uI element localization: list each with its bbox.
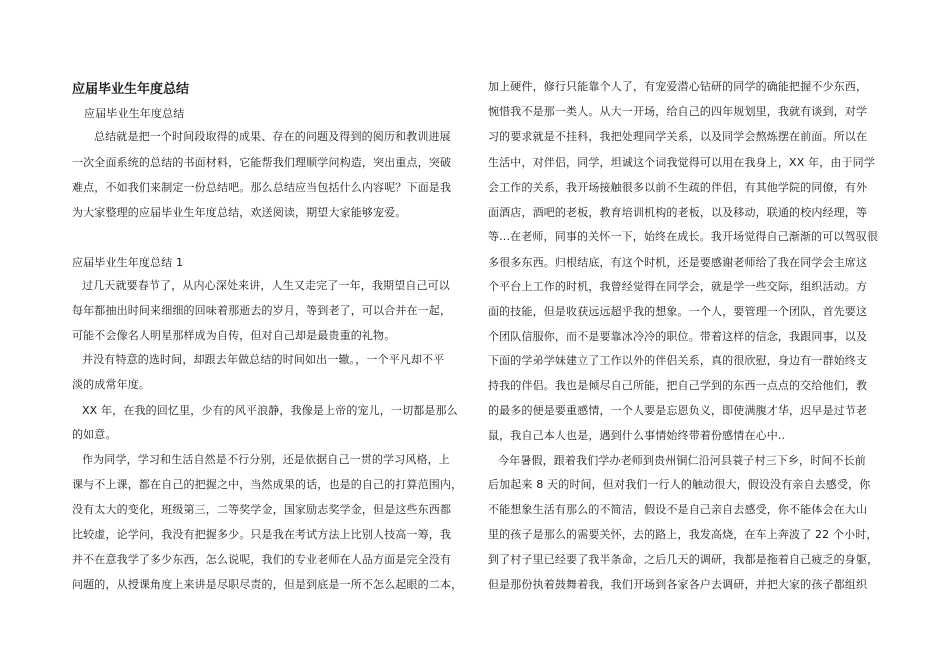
- text-line: 生活中，对伴侣，同学，坦诚这个词我觉得可以用在我身上，XX 年，由于同学: [488, 156, 875, 169]
- text-line: 鼠，我自己本人也是，遇到什么事情始终带着份感情在心中..: [488, 429, 786, 442]
- text-line: 到了村子里已经要了我半条命，之后几天的调研，我都是拖着自己疲乏的身躯，: [488, 553, 879, 566]
- text-line: 每年都抽出时间来细细的回味着那逝去的岁月，等到老了，可以合并在一起，: [72, 304, 452, 317]
- document-title: 应届毕业生年度总结: [72, 82, 190, 97]
- text-line: 为大家整理的应届毕业生年度总结，欢送阅读，期望大家能够宠爱。: [72, 206, 407, 219]
- text-line: 个平台上工作的时机，我曾经觉得在同学会，就是学一些交际，组织活动。方: [488, 280, 868, 293]
- text-line: 淡的成常年度。: [72, 378, 151, 391]
- text-line: 的最多的便是要重感情，一个人要是忘恩负义，即使满腹才华，迟早是过节老: [488, 404, 868, 417]
- text-line: 总结就是把一个时间段取得的成果、存在的问题及得到的阅历和教训进展: [94, 130, 451, 143]
- text-line: 并不在意我学了多少东西，怎么说呢，我们的专业老师在人品方面是完全没有: [72, 553, 452, 566]
- text-line: XX 年，在我的回忆里，少有的风平浪静，我像是上帝的宠儿，一切都是那么: [82, 404, 458, 417]
- text-line: 过几天就要春节了，从内心深处来讲，人生又走完了一年，我期望自己可以: [82, 279, 450, 292]
- text-line: 一次全面系统的总结的书面材料，它能帮我们理顺学问构造，突出重点，突破: [72, 156, 452, 169]
- text-line: 面酒店，酒吧的老板，教育培训机构的老板，以及移动，联通的校内经理，等: [488, 206, 868, 219]
- text-line: 多很多东西。归根结底，有这个时机，还是要感谢老师给了我在同学会主席这: [488, 256, 868, 269]
- text-line: 面的技能，但是收获远远超乎我的想象。一个人，要管理一个团队，首先要这: [488, 305, 868, 318]
- text-line: 但是那份执着鼓舞着我，我们开场到各家各户去调研，并把大家的孩子都组织: [488, 578, 868, 591]
- text-line: 后加起来 8 天的时间，但对我们一行人的触动很大，假设没有亲自去感受，你: [488, 478, 871, 491]
- text-line: 作为同学，学习和生活自然是不行分别，还是依据自己一贯的学习风格，上: [82, 453, 450, 466]
- text-line: 加上硬件，修行只能靠个人了，有宠爱潜心钻研的同学的确能把握不少东西，: [488, 80, 868, 93]
- text-line: 不能想象生活有那么的不简洁，假设不是自己亲自去感受，你不能体会在大山: [488, 503, 868, 516]
- text-line: 今年暑假，跟着我们学办老师到贵州铜仁沿河县蓑子村三下乡，时间不长前: [498, 454, 866, 467]
- text-line: 问题的，从授课角度上来讲是尽职尽责的，但是到底是一所不怎么起眼的二本，: [72, 578, 463, 591]
- text-line: 里的孩子是那么的需要关怀，去的路上，我发高烧，在车上奔波了 22 个小时，: [488, 528, 878, 541]
- text-line: 课与不上课，都在自己的把握之中，当然成果的话，也是的自己的打算范围内，: [72, 478, 463, 491]
- text-line: 习的要求就是不挂科，我把处理同学关系，以及同学会熬炼摆在前面。所以在: [488, 130, 868, 143]
- text-line: 等...在老师，同事的关怀一下，始终在成长。我开场觉得自己渐渐的可以驾驭很: [488, 230, 879, 243]
- text-line: 可能不会像名人明星那样成为自传，但对自己却是最贵重的礼物。: [72, 329, 396, 342]
- text-line: 持我的伴侣。我也是倾尽自己所能，把自己学到的东西一点点的交给他们，教: [488, 379, 868, 392]
- text-line: 下面的学弟学妹建立了工作以外的伴侣关系，真的很欣慰，身边有一群始终支: [488, 354, 868, 367]
- text-line: 会工作的关系，我开场接触很多以前不生疏的伴侣，有其他学院的同僚，有外: [488, 181, 868, 194]
- subtitle-line: 应届毕业生年度总结: [84, 107, 185, 120]
- text-line: 的如意。: [72, 428, 117, 441]
- text-line: 惋惜我不是那一类人。从大一开场，给自己的四年规划里，我就有谈到，对学: [488, 105, 868, 118]
- text-line: 并没有特意的选时间，却跟去年做总结的时间如出一辙。，一个平凡却不平: [82, 353, 445, 366]
- text-line: 没有太大的变化，班级第三，二等奖学金，国家励志奖学金，但是这些东西都: [72, 503, 452, 516]
- text-line: 比较虚，论学问，我没有把握多少。只是我在考试方法上比别人技高一筹，我: [72, 528, 452, 541]
- section-heading: 应届毕业生年度总结 1: [72, 256, 184, 269]
- text-line: 个团队信服你，而不是要靠冰冷冷的职位。带着这样的信念，我跟同事，以及: [488, 330, 868, 343]
- text-line: 难点，不如我们来制定一份总结吧。那么总结应当包括什么内容呢？下面是我: [72, 181, 452, 194]
